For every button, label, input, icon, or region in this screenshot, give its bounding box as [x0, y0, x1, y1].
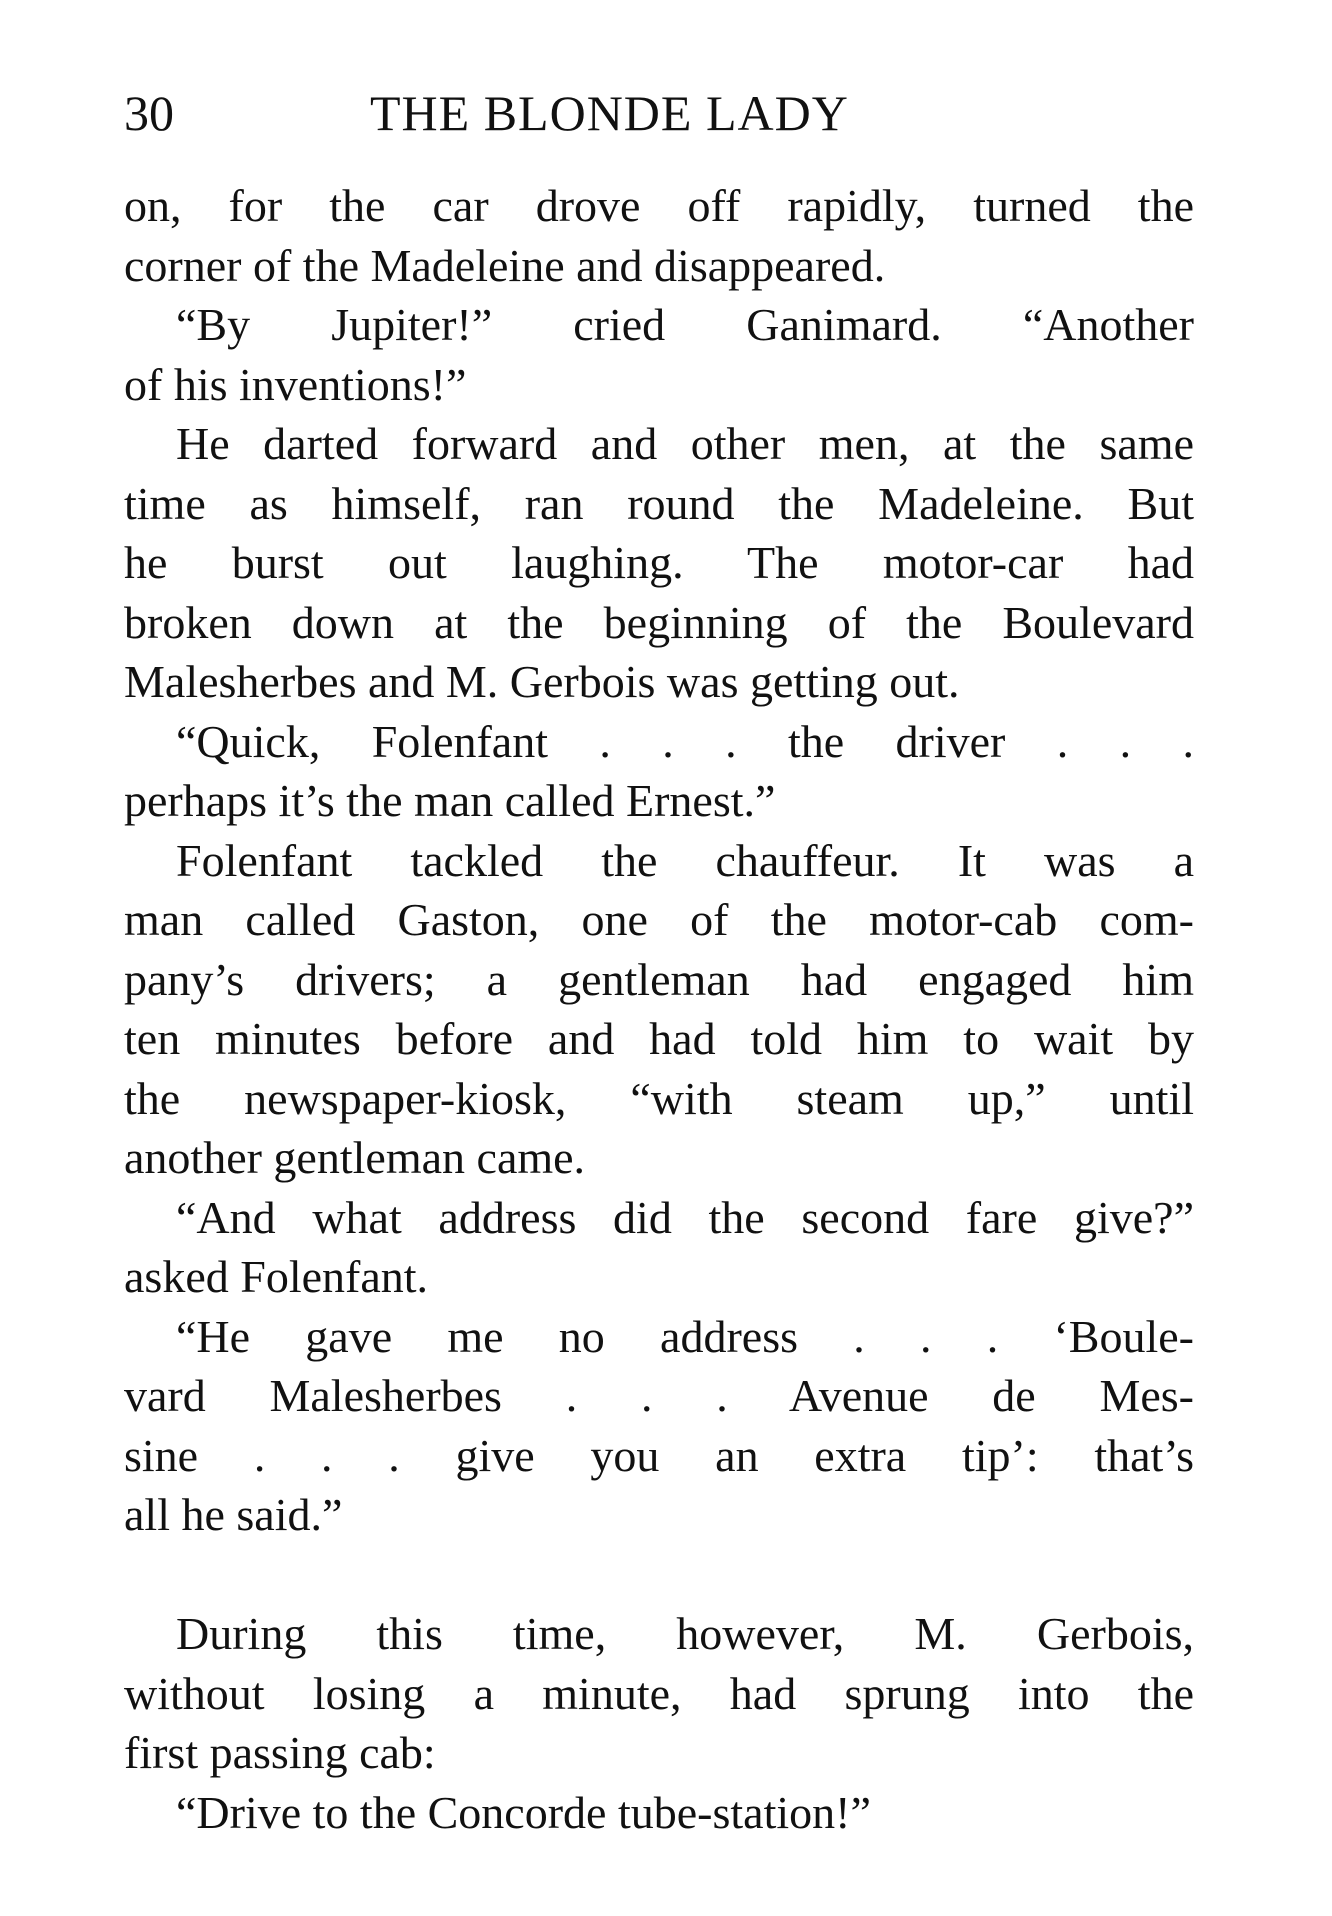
text-line: another gentleman came.	[124, 1132, 586, 1183]
running-title: THE BLONDE LADY	[370, 85, 849, 141]
text-line: sine . . . give you an extra tip’: that’s	[124, 1429, 1194, 1481]
text-line: Folenfant tackled the chauffeur. It was a	[176, 834, 1194, 886]
text-line: without losing a minute, had sprung into the	[124, 1667, 1194, 1719]
text-line: He darted forward and other men, at the same	[176, 418, 1194, 469]
text-line: man called Gaston, one of the motor-cab com-	[124, 894, 1194, 945]
text-line: corner of the Madeleine and disappeared.	[124, 239, 886, 291]
body-text	[124, 176, 1194, 1842]
text-line: vard Malesherbes . . . Avenue de Mes-	[124, 1370, 1194, 1421]
text-line: Malesherbes and M. Gerbois was getting out.	[124, 656, 960, 707]
text-line: asked Folenfant.	[124, 1251, 429, 1302]
section-break	[124, 1545, 1194, 1605]
text-line: broken down at the beginning of the Boulevard	[124, 596, 1194, 648]
text-line: “By Jupiter!” cried Ganimard. “Another	[176, 299, 1194, 350]
text-line: all he said.”	[124, 1489, 343, 1540]
text-line: perhaps it’s the man called Ernest.”	[124, 775, 776, 826]
text-line: on, for the car drove off rapidly, turned the	[124, 180, 1194, 231]
text-line: he burst out laughing. The motor-car had	[124, 537, 1194, 588]
page-number: 30	[124, 85, 174, 141]
running-head	[124, 78, 1194, 148]
text-line: of his inventions!”	[124, 358, 467, 410]
text-line: “He gave me no address . . . ‘Boule-	[176, 1310, 1194, 1362]
text-line: “Quick, Folenfant . . . the driver . . .	[176, 715, 1194, 767]
text-line: first passing cab:	[124, 1727, 436, 1778]
text-line: “And what address did the second fare give?”	[176, 1191, 1194, 1243]
text-line: the newspaper-kiosk, “with steam up,” until	[124, 1072, 1194, 1124]
text-line: pany’s drivers; a gentleman had engaged him	[124, 953, 1194, 1005]
text-line: “Drive to the Concorde tube-station!”	[176, 1786, 871, 1838]
text-line: time as himself, ran round the Madeleine. But	[124, 477, 1194, 529]
text-line: ten minutes before and had told him to wait by	[124, 1013, 1194, 1064]
text-line: During this time, however, M. Gerbois,	[176, 1608, 1194, 1659]
